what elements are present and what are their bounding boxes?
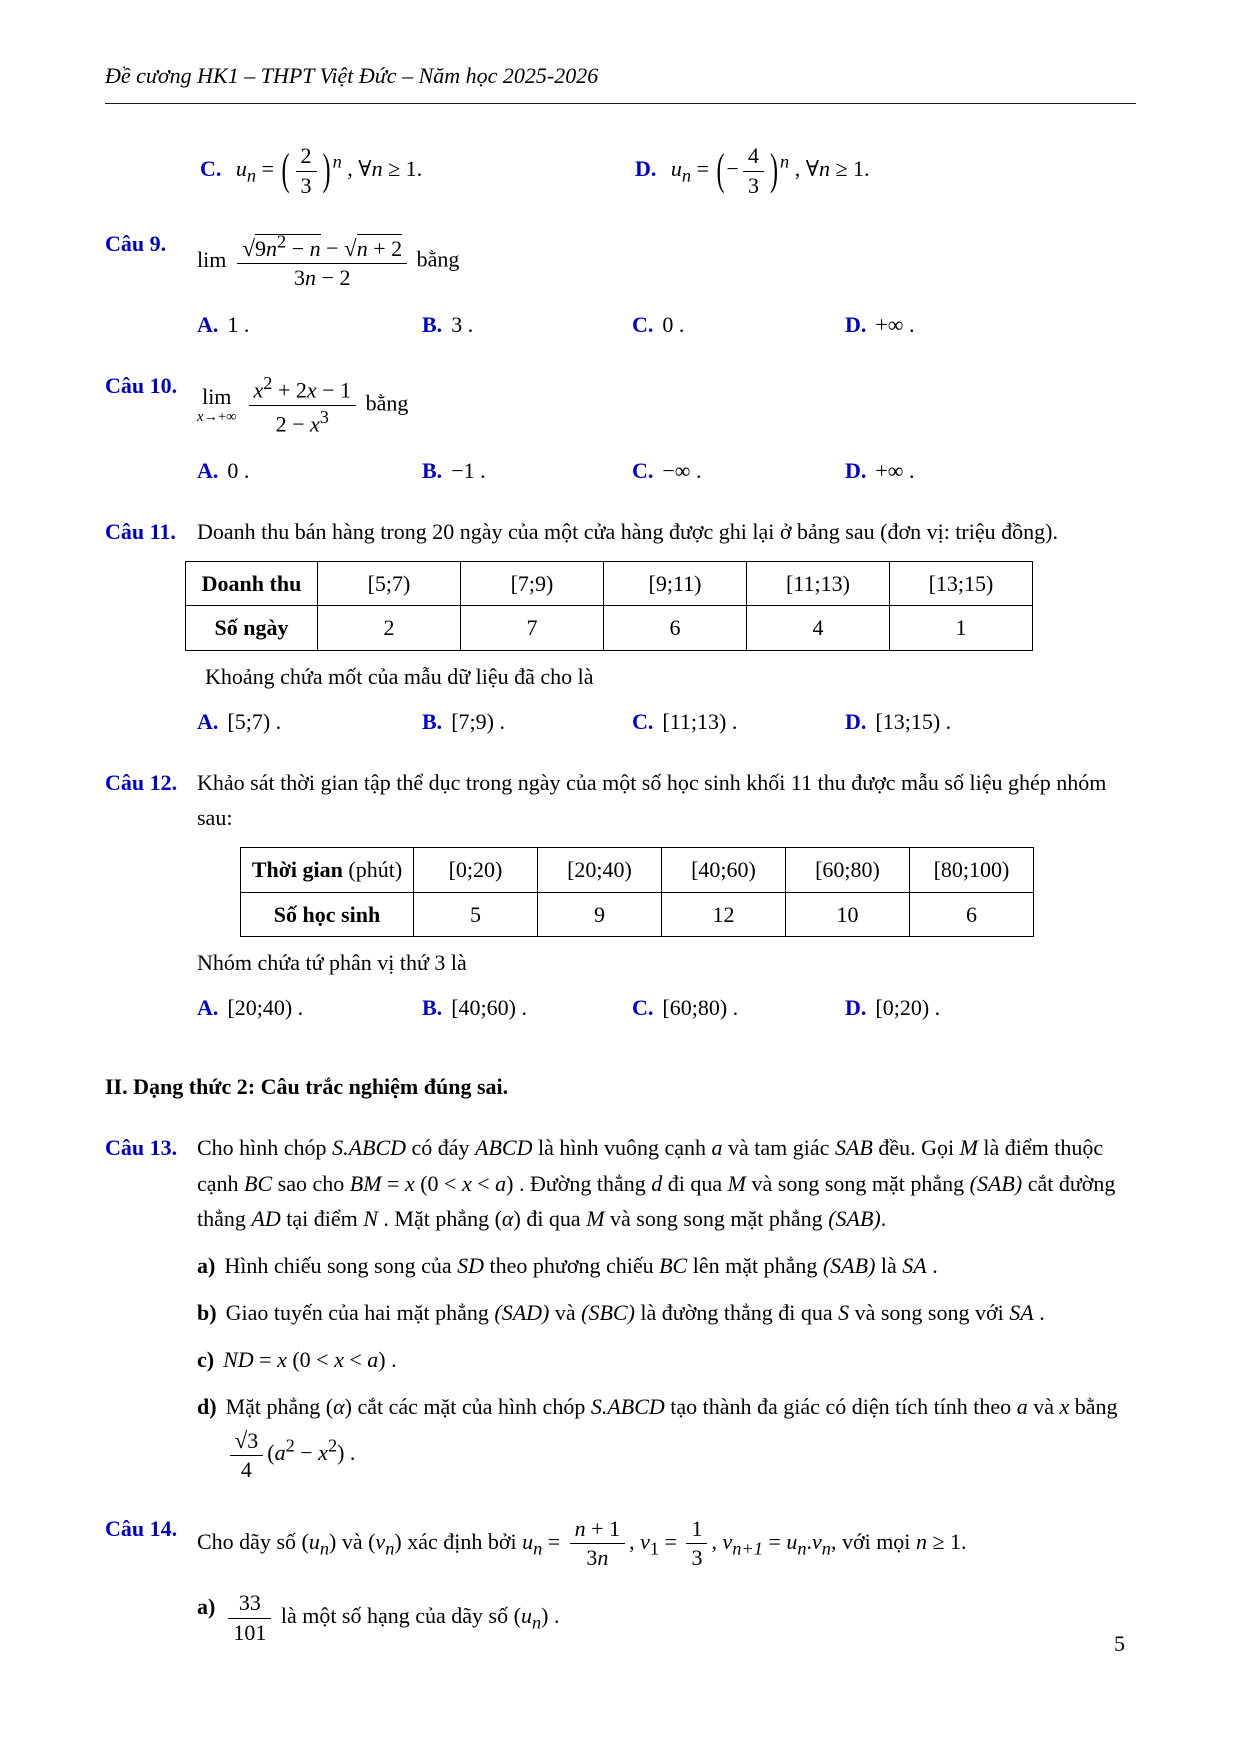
item-d-label: d) bbox=[197, 1394, 217, 1420]
statement-part1: Cho dãy số $(u_n)$ và $(v_n)$ xác định bởi $u_n$ = bbox=[197, 1529, 566, 1559]
table-cell: [40;60) bbox=[662, 848, 786, 892]
question-14-label: Câu 14. bbox=[105, 1515, 178, 1541]
option-b bbox=[422, 453, 632, 488]
table-cell: 9 bbox=[538, 892, 662, 936]
option-c-text: [60;80) . bbox=[662, 994, 739, 1020]
question-11-prompt: Khoảng chứa mốt của mẫu dữ liệu đã cho là bbox=[205, 663, 594, 689]
question-9-label: Câu 9. bbox=[105, 231, 167, 257]
question-13-item-b bbox=[197, 1295, 1136, 1330]
fraction bbox=[230, 1425, 264, 1485]
formula-tail: $^n$ , ∀n ≥ 1. bbox=[780, 152, 870, 182]
table-row bbox=[186, 562, 1033, 606]
item-c-text: ND = x (0 < x < a) . bbox=[223, 1347, 397, 1373]
radical-sign: √ bbox=[242, 234, 256, 261]
option-d-text: +∞ . bbox=[875, 457, 915, 483]
table-cell: [9;11) bbox=[604, 562, 747, 606]
fraction-numerator: $x^2 + 2x - 1$ bbox=[249, 372, 357, 406]
sqrt-expression bbox=[242, 231, 321, 261]
fraction-numerator bbox=[230, 1425, 264, 1457]
item-b-text: Giao tuyến của hai mặt phẳng (SAD) và (SBC) là đường thẳng đi qua S và song song với SA . bbox=[225, 1300, 1045, 1326]
fraction-denominator: 4 bbox=[240, 1457, 252, 1483]
table-cell: 12 bbox=[662, 892, 786, 936]
question-12-label: Câu 12. bbox=[105, 770, 178, 796]
item-b-label: b) bbox=[197, 1300, 217, 1326]
option-d-label: D. bbox=[845, 457, 867, 483]
radicand: n + 2 bbox=[356, 235, 403, 261]
item-a-label: a) bbox=[197, 1594, 216, 1620]
table-cell: [20;40) bbox=[538, 848, 662, 892]
left-paren: ( bbox=[716, 145, 725, 196]
right-paren: ) bbox=[322, 145, 331, 196]
table-row-header: Số ngày bbox=[186, 606, 318, 650]
table-row bbox=[186, 606, 1033, 650]
question-13-item-a bbox=[197, 1248, 1136, 1283]
question-10-options bbox=[197, 453, 1136, 488]
option-a-text: [20;40) . bbox=[227, 994, 304, 1020]
fraction bbox=[570, 1515, 625, 1573]
lim-subscript: x→+∞ bbox=[197, 408, 237, 425]
option-b-text: [7;9) . bbox=[451, 708, 505, 734]
option-d-text: [0;20) . bbox=[875, 994, 941, 1020]
option-d-text: [13;15) . bbox=[875, 708, 952, 734]
option-c bbox=[632, 307, 845, 342]
page-header bbox=[105, 58, 1136, 104]
item-d-text bbox=[226, 1389, 1136, 1484]
option-c-label: C. bbox=[632, 457, 654, 483]
question-10-body bbox=[197, 368, 1136, 488]
radical-sign: √ bbox=[344, 234, 357, 261]
question-12 bbox=[105, 765, 1136, 1025]
table-cell: 5 bbox=[414, 892, 538, 936]
option-c-label: C. bbox=[632, 311, 654, 337]
question-11 bbox=[105, 514, 1136, 739]
option-a-label: A. bbox=[197, 708, 219, 734]
table-cell: 2 bbox=[318, 606, 461, 650]
question-8-options bbox=[200, 142, 1136, 200]
option-a bbox=[197, 990, 422, 1025]
option-d-label: D. bbox=[845, 994, 867, 1020]
fraction bbox=[686, 1515, 707, 1573]
radical-sign: √ bbox=[234, 1426, 248, 1453]
question-10-label: Câu 10. bbox=[105, 373, 178, 399]
page-number: 5 bbox=[1114, 1631, 1125, 1656]
question-14 bbox=[105, 1511, 1136, 1647]
question-13-item-c bbox=[197, 1342, 1136, 1377]
fraction bbox=[249, 372, 357, 439]
question-13 bbox=[105, 1130, 1136, 1485]
formula-tail: bằng bbox=[365, 390, 409, 416]
fraction-numerator: 1 bbox=[686, 1515, 707, 1545]
fraction-denominator: 3 bbox=[300, 172, 312, 198]
question-12-statement: Khảo sát thời gian tập thể dục trong ngày của một số học sinh khối 11 thu được mẫu số liệu ghép nhóm sau: bbox=[197, 770, 1107, 831]
header-title: Đề cương HK1 – THPT Việt Đức – Năm học 2025-2026 bbox=[105, 63, 599, 88]
formula-tail: bằng bbox=[416, 246, 460, 272]
fraction bbox=[743, 142, 764, 200]
formula-tail: $^n$ , ∀n ≥ 1. bbox=[332, 152, 423, 182]
item-d-text-part2: $(a^2 - x^2)$ . bbox=[267, 1435, 356, 1465]
fraction-numerator bbox=[237, 230, 407, 264]
item-a-label: a) bbox=[197, 1252, 216, 1278]
fraction bbox=[237, 230, 407, 293]
lim-operator: lim bbox=[197, 246, 227, 272]
question-14-statement bbox=[197, 1511, 1136, 1577]
fraction bbox=[228, 1589, 271, 1647]
fraction-denominator: 3 bbox=[691, 1545, 703, 1571]
option-b-label: B. bbox=[422, 311, 443, 337]
table-cell: 6 bbox=[604, 606, 747, 650]
question-11-options bbox=[197, 704, 1136, 739]
option-a-text: 0 . bbox=[227, 457, 250, 483]
formula-head: $u_n$ = bbox=[670, 156, 715, 186]
option-a-text: [5;7) . bbox=[227, 708, 282, 734]
question-11-label: Câu 11. bbox=[105, 519, 176, 545]
table-row bbox=[241, 892, 1034, 936]
option-c-formula bbox=[235, 143, 423, 198]
option-b-label: B. bbox=[422, 457, 443, 483]
option-c-text: [11;13) . bbox=[662, 708, 738, 734]
question-11-body bbox=[197, 514, 1136, 739]
page-content bbox=[105, 104, 1136, 1647]
option-a-label: A. bbox=[197, 311, 219, 337]
table-cell: 7 bbox=[461, 606, 604, 650]
fraction-numerator: 33 bbox=[228, 1589, 271, 1619]
question-9-body bbox=[197, 226, 1136, 342]
option-b-text: −1 . bbox=[451, 457, 486, 483]
question-9 bbox=[105, 226, 1136, 342]
table-cell: 4 bbox=[747, 606, 890, 650]
fraction-numerator: 4 bbox=[743, 142, 764, 172]
sqrt-expression bbox=[344, 236, 402, 261]
question-12-prompt: Nhóm chứa tứ phân vị thứ 3 là bbox=[197, 949, 467, 975]
question-11-table bbox=[185, 561, 1033, 650]
section-2-heading: II. Dạng thức 2: Câu trắc nghiệm đúng sai. bbox=[105, 1074, 509, 1100]
sign: − bbox=[726, 156, 739, 182]
option-a bbox=[197, 704, 422, 739]
option-a-label: A. bbox=[197, 994, 219, 1020]
option-d-formula bbox=[670, 143, 870, 198]
option-a bbox=[197, 307, 422, 342]
table-cell: 6 bbox=[910, 892, 1034, 936]
option-d bbox=[845, 990, 940, 1025]
question-14-body bbox=[197, 1511, 1136, 1647]
option-b bbox=[422, 704, 632, 739]
item-a-text bbox=[224, 1589, 1136, 1647]
item-a-text: Hình chiếu song song của SD theo phương chiếu BC lên mặt phẳng (SAB) là SA . bbox=[224, 1252, 938, 1278]
option-a bbox=[197, 453, 422, 488]
right-paren: ) bbox=[769, 145, 779, 196]
option-b bbox=[422, 307, 632, 342]
item-c-label: c) bbox=[197, 1347, 215, 1373]
lim-operator bbox=[197, 385, 237, 425]
question-12-table bbox=[240, 847, 1034, 936]
fraction bbox=[296, 142, 317, 200]
question-13-item-d bbox=[197, 1389, 1136, 1484]
table-cell: [7;9) bbox=[461, 562, 604, 606]
question-14-item-a bbox=[197, 1589, 1136, 1647]
question-9-options bbox=[197, 307, 1136, 342]
option-c bbox=[632, 453, 845, 488]
table-cell: 10 bbox=[786, 892, 910, 936]
table-cell: 1 bbox=[890, 606, 1033, 650]
option-c bbox=[200, 142, 635, 200]
option-d bbox=[845, 704, 951, 739]
fraction-numerator: 2 bbox=[296, 142, 317, 172]
table-row-header: Số học sinh bbox=[241, 892, 414, 936]
item-d-text-part1: Mặt phẳng (α) cắt các mặt của hình chóp S.ABCD tạo thành đa giác có diện tích tính theo a và x bằng bbox=[225, 1394, 1118, 1420]
question-13-statement: Cho hình chóp S.ABCD có đáy ABCD là hình vuông cạnh a và tam giác SAB đều. Gọi M là điểm thuộc cạnh BC sao cho BM = x (0 < x < a) . Đường thẳng d đi qua M và song song mặt phẳng (SAB) cắt đường thẳng AD tại điểm N . Mặt phẳng (α) đi qua M và song song mặt phẳng (SAB). bbox=[197, 1135, 1116, 1231]
table-cell: [11;13) bbox=[747, 562, 890, 606]
minus-sign: − bbox=[320, 235, 345, 261]
fraction-denominator: 3n − 2 bbox=[294, 265, 351, 291]
fraction-denominator: 3 bbox=[747, 172, 759, 198]
formula-head: $u_n$ = bbox=[235, 156, 280, 186]
option-a-text: 1 . bbox=[227, 311, 250, 337]
question-11-statement: Doanh thu bán hàng trong 20 ngày của một cửa hàng được ghi lại ở bảng sau (đơn vị: triệu đồng). bbox=[197, 519, 1058, 545]
question-12-body bbox=[197, 765, 1136, 1025]
fraction-numerator: n + 1 bbox=[570, 1515, 625, 1545]
fraction-denominator: $2 - x^3$ bbox=[275, 407, 329, 437]
question-10 bbox=[105, 368, 1136, 488]
option-d bbox=[635, 142, 870, 200]
radicand: 3 bbox=[247, 1427, 259, 1453]
question-13-label: Câu 13. bbox=[105, 1135, 178, 1161]
option-c bbox=[632, 990, 845, 1025]
option-a-label: A. bbox=[197, 457, 219, 483]
option-d-label: D. bbox=[845, 708, 867, 734]
option-c-label: C. bbox=[632, 708, 654, 734]
statement-part2: , $v_1$ = bbox=[629, 1529, 683, 1559]
radicand: $9n^2 - n$ bbox=[255, 231, 321, 261]
option-c-label: C. bbox=[632, 994, 654, 1020]
left-paren: ( bbox=[281, 145, 290, 196]
item-a-text-tail: là một số hạng của dãy số $(u_n)$ . bbox=[275, 1603, 560, 1633]
table-cell: [13;15) bbox=[890, 562, 1033, 606]
option-c-text: 0 . bbox=[662, 311, 685, 337]
statement-part3: , $v_{n+1} = u_n.v_n$, với mọi n ≥ 1. bbox=[711, 1529, 967, 1559]
option-b-text: [40;60) . bbox=[451, 994, 527, 1020]
lim-word: lim bbox=[202, 384, 232, 410]
table-row bbox=[241, 848, 1034, 892]
option-d-text: +∞ . bbox=[875, 311, 915, 337]
question-10-formula bbox=[197, 368, 1136, 443]
question-9-formula bbox=[197, 226, 1136, 297]
fraction-denominator: 3n bbox=[586, 1545, 609, 1571]
fraction-denominator: 101 bbox=[233, 1619, 267, 1645]
question-13-body bbox=[197, 1130, 1136, 1485]
table-cell: [5;7) bbox=[318, 562, 461, 606]
option-c bbox=[632, 704, 845, 739]
option-b-label: B. bbox=[422, 994, 443, 1020]
option-d bbox=[845, 453, 914, 488]
table-cell: [80;100) bbox=[910, 848, 1034, 892]
option-b-text: 3 . bbox=[451, 311, 474, 337]
table-cell: [60;80) bbox=[786, 848, 910, 892]
option-c-label: C. bbox=[200, 156, 222, 182]
table-cell: [0;20) bbox=[414, 848, 538, 892]
question-12-options bbox=[197, 990, 1136, 1025]
option-b bbox=[422, 990, 632, 1025]
option-b-label: B. bbox=[422, 708, 443, 734]
option-d bbox=[845, 307, 914, 342]
table-row-header: Thời gian (phút) bbox=[241, 848, 414, 892]
table-row-header: Doanh thu bbox=[186, 562, 318, 606]
option-c-text: −∞ . bbox=[662, 457, 702, 483]
option-d-label: D. bbox=[635, 156, 657, 182]
option-d-label: D. bbox=[845, 311, 867, 337]
